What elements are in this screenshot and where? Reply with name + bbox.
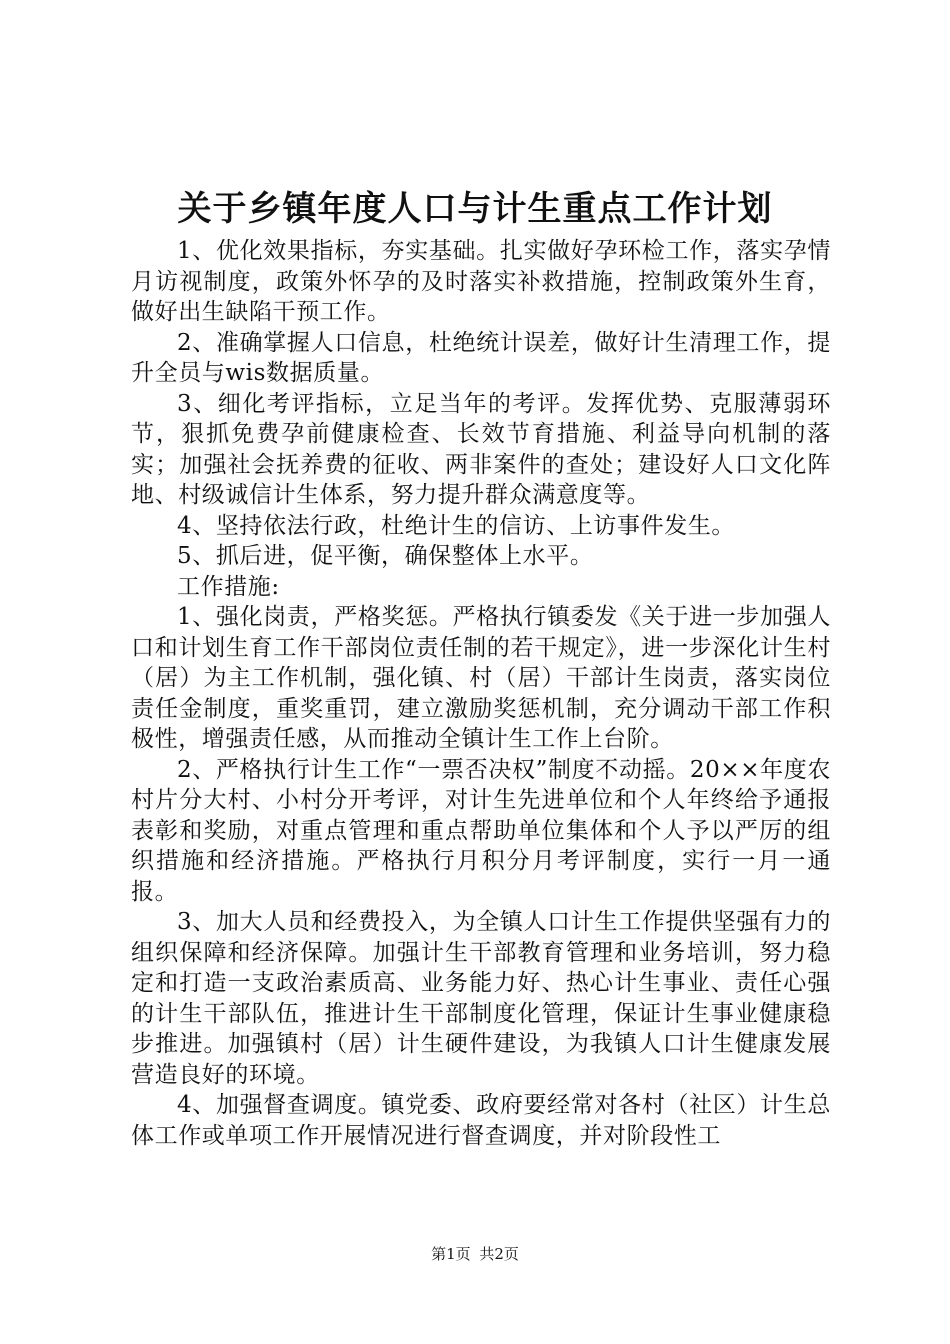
paragraph: 5、抓后进，促平衡，确保整体上水平。 bbox=[177, 543, 594, 569]
paragraph: 1、优化效果指标，夯实基础。扎实做好孕环检工作，落实孕情月访视制度，政策外怀孕的及时落实补救措施，控制政策外生育，做好出生缺陷干预工作。 bbox=[131, 238, 831, 325]
current-page-number: 第1页 bbox=[431, 1245, 471, 1263]
paragraph: 4、坚持依法行政，杜绝计生的信访、上访事件发生。 bbox=[177, 512, 736, 539]
document-body bbox=[131, 236, 831, 1151]
page-footer bbox=[0, 1244, 950, 1264]
paragraph: 3、细化考评指标，立足当年的考评。发挥优势、克服薄弱环节，狠抓免费孕前健康检查、长效节育措施、利益导向机制的落实；加强社会抚养费的征收、两非案件的查处；建设好人口文化阵地、村级诚信计生体系，努力提升群众满意度等。 bbox=[131, 390, 831, 508]
paragraph: 3、加大人员和经费投入，为全镇人口计生工作提供坚强有力的组织保障和经济保障。加强计生干部教育管理和业务培训，努力稳定和打造一支政治素质高、业务能力好、热心计生事业、责任心强的计生干部队伍，推进计生干部制度化管理，保证计生事业健康稳步推进。加强镇村（居）计生硬件建设，为我镇人口计生健康发展营造良好的环境。 bbox=[131, 909, 831, 1088]
paragraph: 4、加强督查调度。镇党委、政府要经常对各村（社区）计生总体工作或单项工作开展情况进行督查调度，并对阶段性工 bbox=[131, 1092, 831, 1149]
section-heading: 工作措施: bbox=[177, 573, 280, 600]
paragraph: 2、准确掌握人口信息，杜绝统计误差，做好计生清理工作，提升全员与wis数据质量。 bbox=[131, 329, 831, 386]
paragraph: 2、严格执行计生工作“一票否决权”制度不动摇。20××年度农村片分大村、小村分开考评，对计生先进单位和个人年终给予通报表彰和奖励，对重点管理和重点帮助单位集体和个人予以严厉的组织措施和经济措施。严格执行月积分月考评制度，实行一月一通报。 bbox=[131, 756, 831, 905]
paragraph: 1、强化岗责，严格奖惩。严格执行镇委发《关于进一步加强人口和计划生育工作干部岗位责任制的若干规定》，进一步深化计生村（居）为主工作机制，强化镇、村（居）干部计生岗责，落实岗位责任金制度，重奖重罚，建立激励奖惩机制，充分调动干部工作积极性，增强责任感，从而推动全镇计生工作上台阶。 bbox=[131, 604, 831, 752]
total-page-count: 共2页 bbox=[479, 1245, 519, 1263]
document-title: 关于乡镇年度人口与计生重点工作计划 bbox=[177, 189, 773, 229]
